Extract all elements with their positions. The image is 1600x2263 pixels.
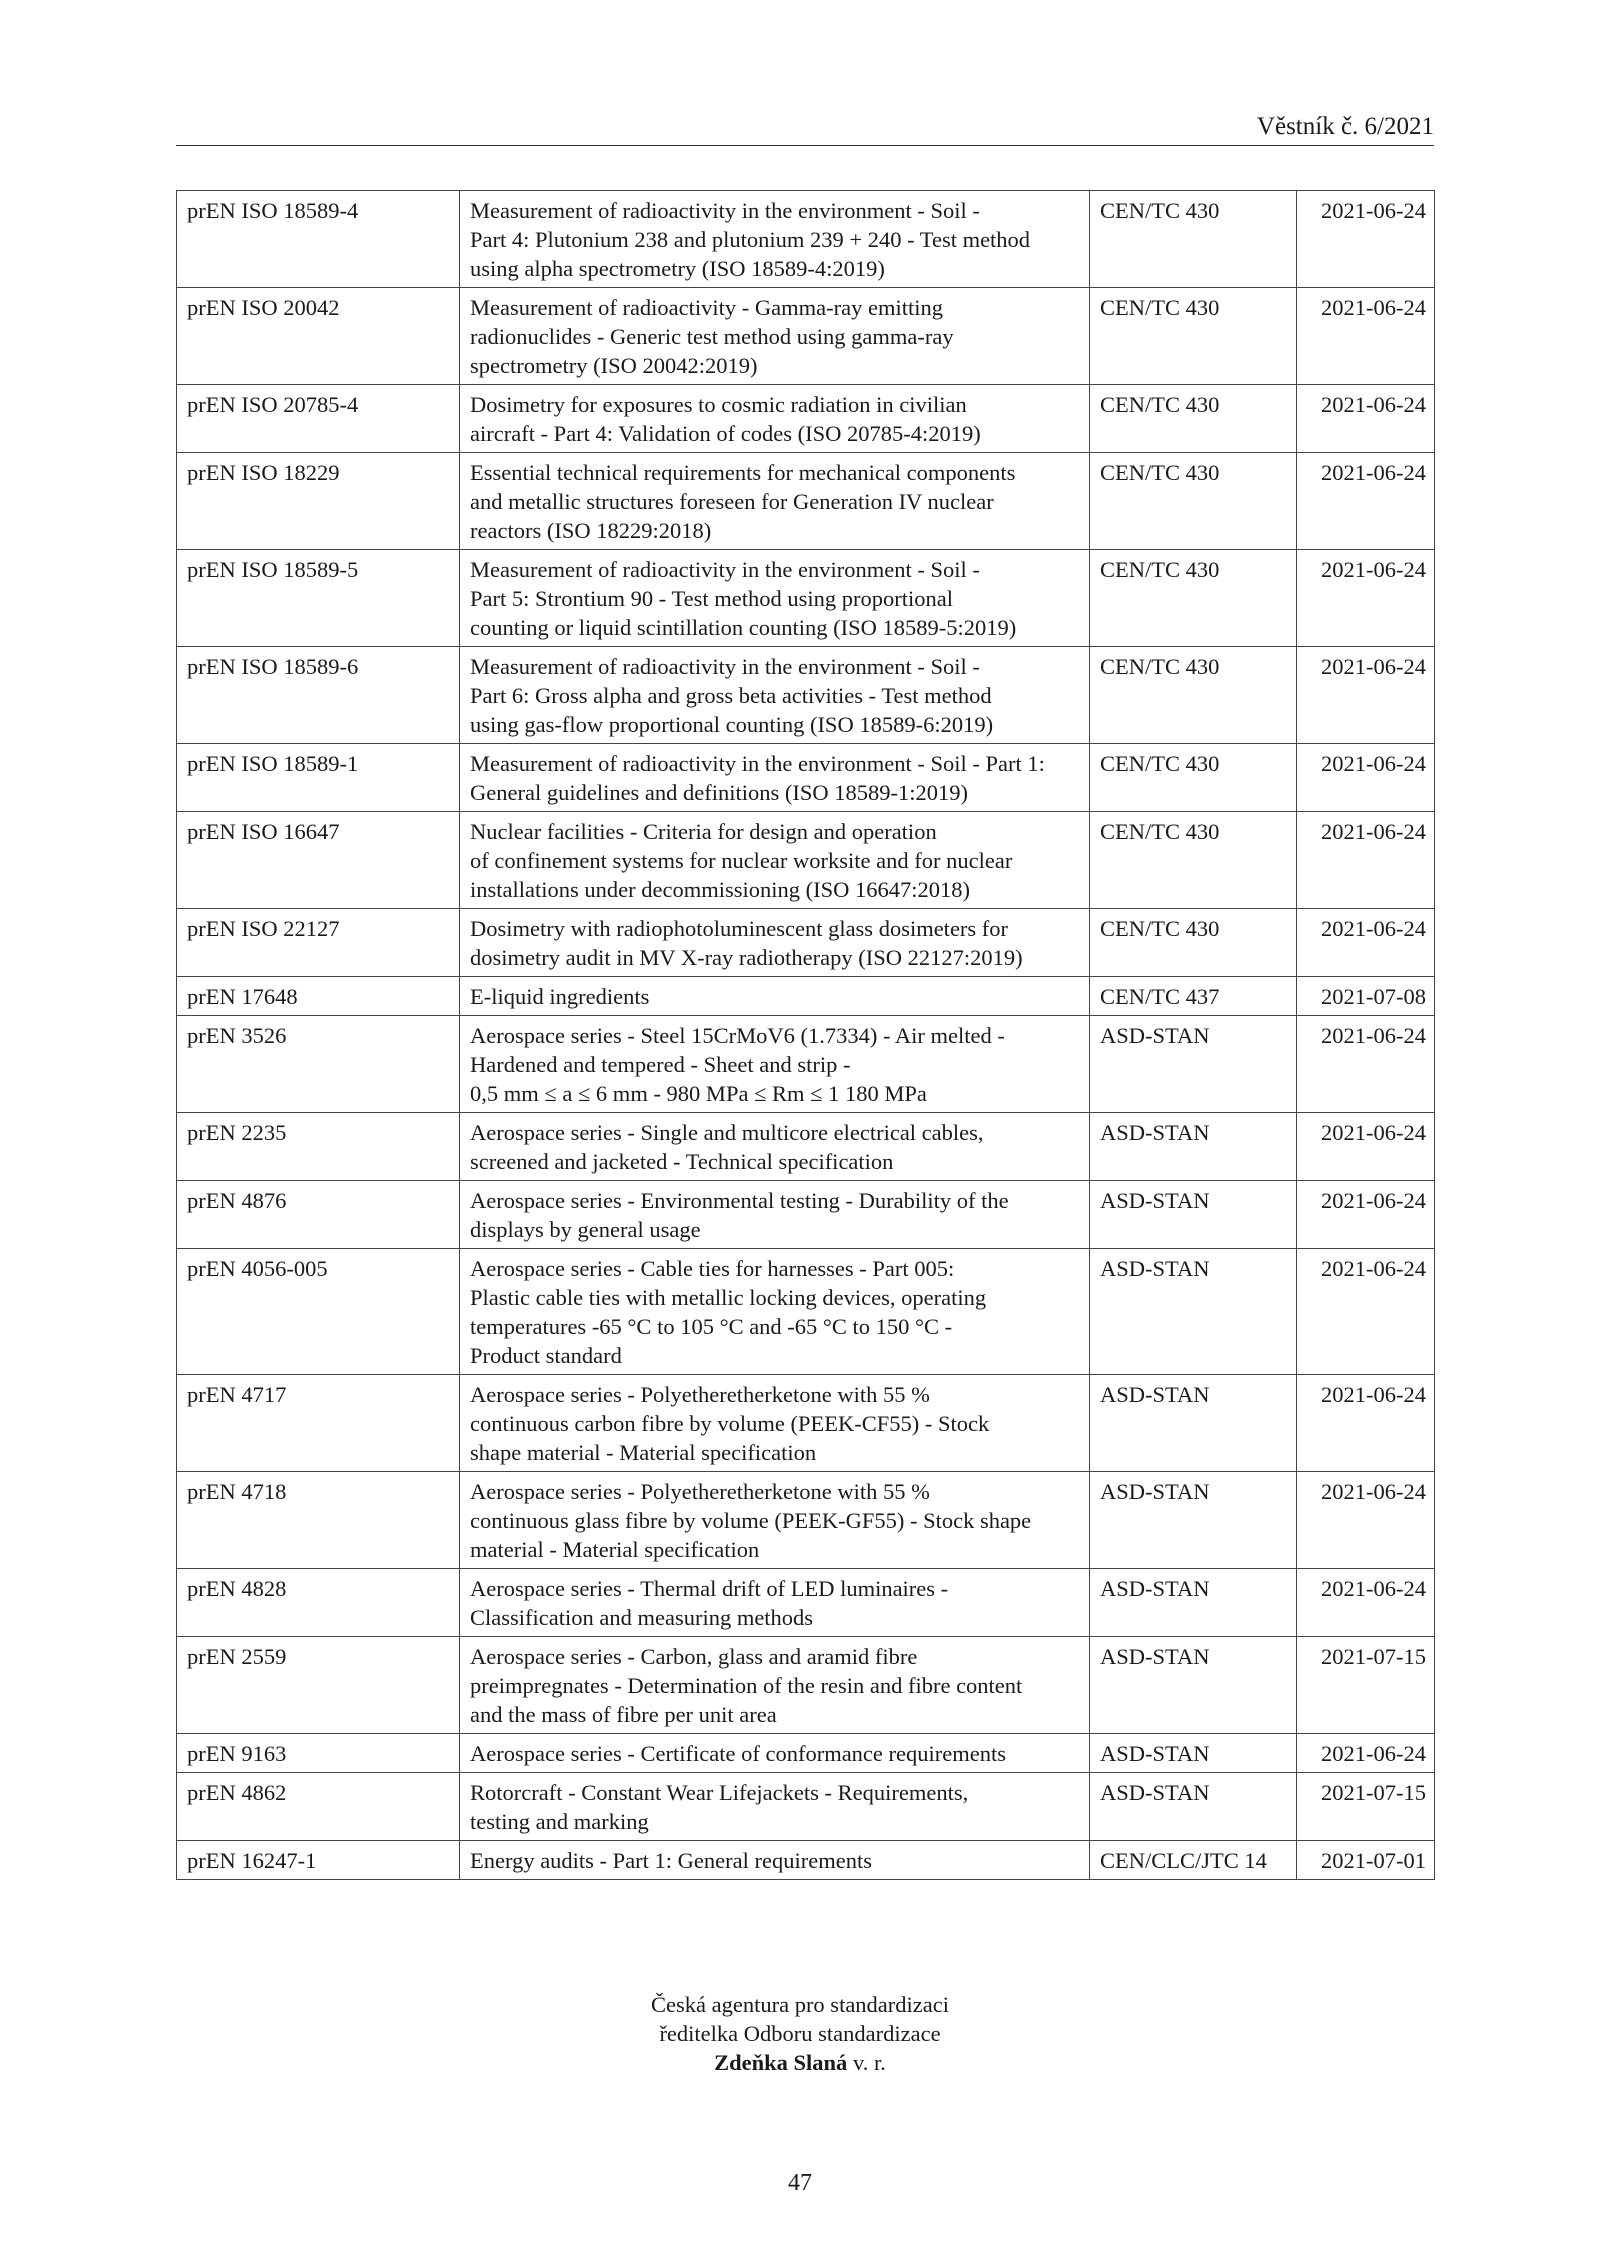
standard-code-cell: prEN 4717 bbox=[177, 1375, 460, 1472]
comment-deadline-cell: 2021-07-15 bbox=[1297, 1773, 1435, 1841]
table-row bbox=[177, 1841, 1435, 1880]
standard-title-line: continuous glass fibre by volume (PEEK-GF55) - Stock shape bbox=[470, 1508, 1032, 1533]
comment-deadline-cell: 2021-06-24 bbox=[1297, 1375, 1435, 1472]
standard-title-line: of confinement systems for nuclear worksite and for nuclear bbox=[470, 848, 1013, 873]
table-row bbox=[177, 1773, 1435, 1841]
technical-committee-cell: ASD-STAN bbox=[1090, 1569, 1297, 1637]
page-header bbox=[176, 108, 1434, 146]
standard-title-line: using gas-flow proportional counting (ISO 18589-6:2019) bbox=[470, 712, 994, 737]
signature-block bbox=[0, 1990, 1600, 2077]
table-row bbox=[177, 977, 1435, 1016]
standard-title-line: Aerospace series - Single and multicore electrical cables, bbox=[470, 1120, 984, 1145]
standard-title-line: Plastic cable ties with metallic locking devices, operating bbox=[470, 1285, 987, 1310]
technical-committee-cell: ASD-STAN bbox=[1090, 1472, 1297, 1569]
standards-table bbox=[176, 190, 1435, 1880]
technical-committee-cell: ASD-STAN bbox=[1090, 1113, 1297, 1181]
standard-title-line: displays by general usage bbox=[470, 1217, 701, 1242]
standard-code-cell: prEN ISO 18229 bbox=[177, 453, 460, 550]
standard-title-cell bbox=[460, 385, 1090, 453]
signature-position: ředitelka Odboru standardizace bbox=[659, 2021, 941, 2046]
standard-title-line: material - Material specification bbox=[470, 1537, 760, 1562]
standard-code-cell: prEN ISO 18589-4 bbox=[177, 191, 460, 288]
standard-title-line: Nuclear facilities - Criteria for design and operation bbox=[470, 819, 937, 844]
comment-deadline-cell: 2021-07-15 bbox=[1297, 1637, 1435, 1734]
standard-title-line: and metallic structures foreseen for Generation IV nuclear bbox=[470, 489, 994, 514]
standard-title-line: Rotorcraft - Constant Wear Lifejackets - Requirements, bbox=[470, 1780, 969, 1805]
standard-title-line: testing and marking bbox=[470, 1809, 649, 1834]
standard-title-line: Aerospace series - Certificate of conformance requirements bbox=[470, 1741, 1006, 1766]
standard-title-line: installations under decommissioning (ISO 16647:2018) bbox=[470, 877, 970, 902]
standard-title-cell bbox=[460, 909, 1090, 977]
standard-code-cell: prEN 4718 bbox=[177, 1472, 460, 1569]
technical-committee-cell: CEN/TC 430 bbox=[1090, 812, 1297, 909]
table-row bbox=[177, 288, 1435, 385]
standard-title-line: continuous carbon fibre by volume (PEEK-CF55) - Stock bbox=[470, 1411, 990, 1436]
standard-title-line: Aerospace series - Steel 15CrMoV6 (1.7334) - Air melted - bbox=[470, 1023, 1005, 1048]
comment-deadline-cell: 2021-06-24 bbox=[1297, 647, 1435, 744]
standard-title-line: Aerospace series - Cable ties for harnesses - Part 005: bbox=[470, 1256, 955, 1281]
technical-committee-cell: CEN/TC 430 bbox=[1090, 453, 1297, 550]
comment-deadline-cell: 2021-06-24 bbox=[1297, 385, 1435, 453]
table-row bbox=[177, 385, 1435, 453]
standard-title-line: shape material - Material specification bbox=[470, 1440, 817, 1465]
standard-title-cell bbox=[460, 191, 1090, 288]
table-row bbox=[177, 1569, 1435, 1637]
standard-title-line: 0,5 mm ≤ a ≤ 6 mm - 980 MPa ≤ Rm ≤ 1 180 MPa bbox=[470, 1081, 927, 1106]
technical-committee-cell: CEN/TC 430 bbox=[1090, 288, 1297, 385]
standard-title-cell bbox=[460, 744, 1090, 812]
technical-committee-cell: ASD-STAN bbox=[1090, 1637, 1297, 1734]
standard-title-line: screened and jacketed - Technical specification bbox=[470, 1149, 894, 1174]
comment-deadline-cell: 2021-06-24 bbox=[1297, 812, 1435, 909]
standard-code-cell: prEN ISO 18589-1 bbox=[177, 744, 460, 812]
standard-code-cell: prEN ISO 22127 bbox=[177, 909, 460, 977]
technical-committee-cell: CEN/TC 430 bbox=[1090, 550, 1297, 647]
standard-code-cell: prEN ISO 18589-5 bbox=[177, 550, 460, 647]
standard-title-line: using alpha spectrometry (ISO 18589-4:2019) bbox=[470, 256, 885, 281]
technical-committee-cell: ASD-STAN bbox=[1090, 1734, 1297, 1773]
comment-deadline-cell: 2021-07-01 bbox=[1297, 1841, 1435, 1880]
table-row bbox=[177, 812, 1435, 909]
standard-code-cell: prEN 16247-1 bbox=[177, 1841, 460, 1880]
table-row bbox=[177, 647, 1435, 744]
standard-title-line: E-liquid ingredients bbox=[470, 984, 650, 1009]
table-row bbox=[177, 1181, 1435, 1249]
table-row bbox=[177, 744, 1435, 812]
table-row bbox=[177, 909, 1435, 977]
technical-committee-cell: ASD-STAN bbox=[1090, 1375, 1297, 1472]
standard-title-line: Aerospace series - Polyetheretherketone with 55 % bbox=[470, 1479, 930, 1504]
standards-table-body bbox=[177, 191, 1435, 1880]
standard-title-line: Measurement of radioactivity in the environment - Soil - bbox=[470, 654, 980, 679]
journal-issue: Věstník č. 6/2021 bbox=[1256, 113, 1434, 140]
standard-title-cell bbox=[460, 1773, 1090, 1841]
technical-committee-cell: ASD-STAN bbox=[1090, 1249, 1297, 1375]
technical-committee-cell: CEN/TC 437 bbox=[1090, 977, 1297, 1016]
standard-title-line: Energy audits - Part 1: General requirements bbox=[470, 1848, 872, 1873]
standard-title-cell bbox=[460, 1181, 1090, 1249]
standard-title-line: Part 6: Gross alpha and gross beta activities - Test method bbox=[470, 683, 992, 708]
comment-deadline-cell: 2021-06-24 bbox=[1297, 1569, 1435, 1637]
signer-suffix: v. r. bbox=[847, 2050, 886, 2075]
technical-committee-cell: ASD-STAN bbox=[1090, 1181, 1297, 1249]
standard-title-cell bbox=[460, 1016, 1090, 1113]
standard-title-line: Product standard bbox=[470, 1343, 622, 1368]
standard-title-cell bbox=[460, 1113, 1090, 1181]
standard-title-line: aircraft - Part 4: Validation of codes (ISO 20785-4:2019) bbox=[470, 421, 981, 446]
table-row bbox=[177, 453, 1435, 550]
standard-code-cell: prEN ISO 20042 bbox=[177, 288, 460, 385]
comment-deadline-cell: 2021-06-24 bbox=[1297, 453, 1435, 550]
standard-code-cell: prEN 2559 bbox=[177, 1637, 460, 1734]
standard-title-line: preimpregnates - Determination of the resin and fibre content bbox=[470, 1673, 1023, 1698]
technical-committee-cell: ASD-STAN bbox=[1090, 1773, 1297, 1841]
standard-title-cell bbox=[460, 1472, 1090, 1569]
standard-title-cell bbox=[460, 1734, 1090, 1773]
technical-committee-cell: CEN/TC 430 bbox=[1090, 191, 1297, 288]
standard-title-line: Aerospace series - Environmental testing - Durability of the bbox=[470, 1188, 1009, 1213]
comment-deadline-cell: 2021-06-24 bbox=[1297, 1472, 1435, 1569]
table-row bbox=[177, 1016, 1435, 1113]
standard-title-line: Aerospace series - Carbon, glass and aramid fibre bbox=[470, 1644, 918, 1669]
standard-code-cell: prEN 4056-005 bbox=[177, 1249, 460, 1375]
comment-deadline-cell: 2021-06-24 bbox=[1297, 909, 1435, 977]
standard-title-cell bbox=[460, 1569, 1090, 1637]
standard-title-line: and the mass of fibre per unit area bbox=[470, 1702, 777, 1727]
standard-title-line: Measurement of radioactivity in the environment - Soil - bbox=[470, 198, 980, 223]
standard-code-cell: prEN ISO 20785-4 bbox=[177, 385, 460, 453]
standard-title-cell bbox=[460, 647, 1090, 744]
technical-committee-cell: ASD-STAN bbox=[1090, 1016, 1297, 1113]
comment-deadline-cell: 2021-06-24 bbox=[1297, 191, 1435, 288]
signature-line bbox=[0, 2048, 1600, 2077]
technical-committee-cell: CEN/TC 430 bbox=[1090, 744, 1297, 812]
standard-title-line: spectrometry (ISO 20042:2019) bbox=[470, 353, 758, 378]
standard-code-cell: prEN 9163 bbox=[177, 1734, 460, 1773]
standard-title-cell bbox=[460, 1841, 1090, 1880]
technical-committee-cell: CEN/CLC/JTC 14 bbox=[1090, 1841, 1297, 1880]
standard-title-line: Measurement of radioactivity in the environment - Soil - Part 1: bbox=[470, 751, 1045, 776]
standard-title-line: Dosimetry with radiophotoluminescent glass dosimeters for bbox=[470, 916, 1009, 941]
standard-title-cell bbox=[460, 550, 1090, 647]
standard-title-cell bbox=[460, 1375, 1090, 1472]
comment-deadline-cell: 2021-06-24 bbox=[1297, 550, 1435, 647]
comment-deadline-cell: 2021-06-24 bbox=[1297, 288, 1435, 385]
standard-title-cell bbox=[460, 1249, 1090, 1375]
comment-deadline-cell: 2021-06-24 bbox=[1297, 1113, 1435, 1181]
standard-code-cell: prEN 4876 bbox=[177, 1181, 460, 1249]
table-row bbox=[177, 1472, 1435, 1569]
standard-title-line: dosimetry audit in MV X-ray radiotherapy (ISO 22127:2019) bbox=[470, 945, 1023, 970]
comment-deadline-cell: 2021-06-24 bbox=[1297, 1249, 1435, 1375]
standard-title-line: Hardened and tempered - Sheet and strip - bbox=[470, 1052, 851, 1077]
table-row bbox=[177, 1637, 1435, 1734]
standard-title-cell bbox=[460, 453, 1090, 550]
standard-title-line: Classification and measuring methods bbox=[470, 1605, 814, 1630]
comment-deadline-cell: 2021-06-24 bbox=[1297, 1734, 1435, 1773]
technical-committee-cell: CEN/TC 430 bbox=[1090, 385, 1297, 453]
standard-title-line: counting or liquid scintillation counting (ISO 18589-5:2019) bbox=[470, 615, 1017, 640]
comment-deadline-cell: 2021-06-24 bbox=[1297, 1181, 1435, 1249]
standard-title-line: radionuclides - Generic test method using gamma-ray bbox=[470, 324, 954, 349]
standard-title-line: Aerospace series - Thermal drift of LED luminaires - bbox=[470, 1576, 949, 1601]
table-row bbox=[177, 191, 1435, 288]
standard-code-cell: prEN 4828 bbox=[177, 1569, 460, 1637]
comment-deadline-cell: 2021-07-08 bbox=[1297, 977, 1435, 1016]
standard-code-cell: prEN 2235 bbox=[177, 1113, 460, 1181]
technical-committee-cell: CEN/TC 430 bbox=[1090, 647, 1297, 744]
standard-title-line: Measurement of radioactivity - Gamma-ray emitting bbox=[470, 295, 943, 320]
standard-code-cell: prEN 17648 bbox=[177, 977, 460, 1016]
signer-name: Zdeňka Slaná bbox=[714, 2050, 848, 2075]
technical-committee-cell: CEN/TC 430 bbox=[1090, 909, 1297, 977]
standard-title-line: General guidelines and definitions (ISO 18589-1:2019) bbox=[470, 780, 969, 805]
table-row bbox=[177, 1734, 1435, 1773]
standard-title-cell bbox=[460, 812, 1090, 909]
standard-title-line: Essential technical requirements for mechanical components bbox=[470, 460, 1016, 485]
comment-deadline-cell: 2021-06-24 bbox=[1297, 744, 1435, 812]
standard-title-line: Part 4: Plutonium 238 and plutonium 239 + 240 - Test method bbox=[470, 227, 1031, 252]
standard-title-line: temperatures -65 °C to 105 °C and -65 °C to 150 °C - bbox=[470, 1314, 953, 1339]
standard-title-cell bbox=[460, 977, 1090, 1016]
standard-code-cell: prEN ISO 16647 bbox=[177, 812, 460, 909]
table-row bbox=[177, 1113, 1435, 1181]
comment-deadline-cell: 2021-06-24 bbox=[1297, 1016, 1435, 1113]
page-number: 47 bbox=[788, 2170, 812, 2196]
standard-title-cell bbox=[460, 1637, 1090, 1734]
table-row bbox=[177, 1375, 1435, 1472]
standard-code-cell: prEN 4862 bbox=[177, 1773, 460, 1841]
standard-title-cell bbox=[460, 288, 1090, 385]
standard-title-line: Dosimetry for exposures to cosmic radiation in civilian bbox=[470, 392, 967, 417]
standard-title-line: Part 5: Strontium 90 - Test method using proportional bbox=[470, 586, 953, 611]
standard-code-cell: prEN 3526 bbox=[177, 1016, 460, 1113]
table-row bbox=[177, 1249, 1435, 1375]
standard-title-line: Aerospace series - Polyetheretherketone with 55 % bbox=[470, 1382, 930, 1407]
standard-code-cell: prEN ISO 18589-6 bbox=[177, 647, 460, 744]
standard-title-line: reactors (ISO 18229:2018) bbox=[470, 518, 712, 543]
table-row bbox=[177, 550, 1435, 647]
standard-title-line: Measurement of radioactivity in the environment - Soil - bbox=[470, 557, 980, 582]
signature-organization: Česká agentura pro standardizaci bbox=[651, 1992, 949, 2017]
